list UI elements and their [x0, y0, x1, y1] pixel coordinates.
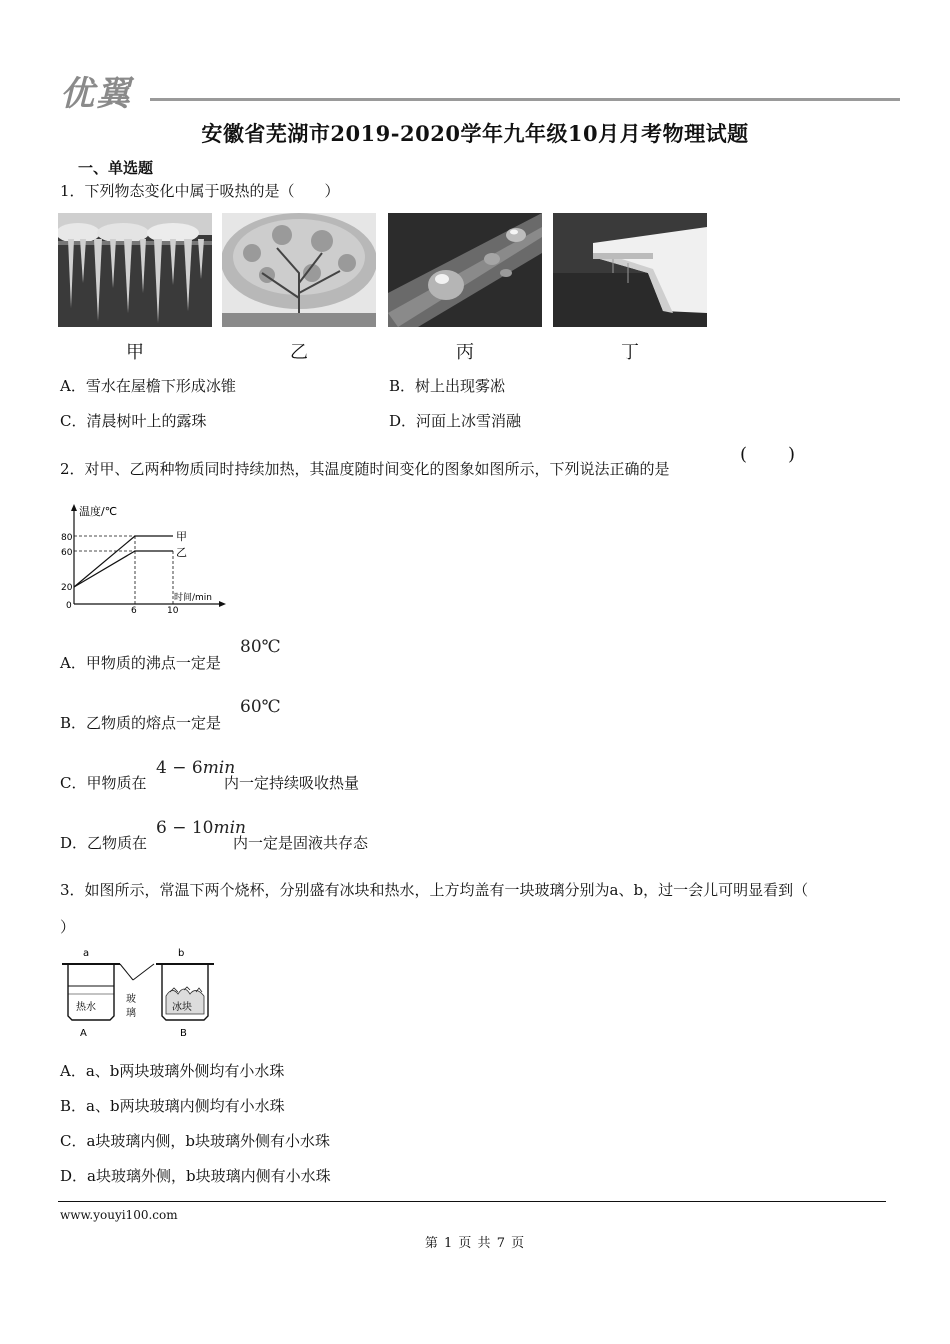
- header-rule: [150, 98, 900, 101]
- q2-option-d-math-num: 6 − 10: [156, 818, 214, 838]
- q2-option-a-math: 80℃: [240, 637, 281, 657]
- q3-option-d[interactable]: D．a块玻璃外侧，b块玻璃内侧有小水珠: [60, 1167, 331, 1185]
- caption-ding: 丁: [621, 342, 639, 363]
- q3-stem-line2: ）: [60, 918, 76, 936]
- series-label-yi: 乙: [176, 546, 187, 559]
- graph-xlabel: 时间/min: [174, 593, 213, 603]
- q2-option-c-text: C．甲物质在: [60, 774, 147, 792]
- q3-option-b[interactable]: B．a、b两块玻璃内侧均有小水珠: [60, 1097, 285, 1115]
- photo-dew-drops: [388, 213, 542, 327]
- glass-a-label: a: [83, 948, 90, 959]
- document-title: 安徽省芜湖市2019-2020学年九年级10月月考物理试题: [201, 121, 749, 146]
- q2-option-d-math-unit: min: [213, 818, 247, 838]
- q1-option-a[interactable]: A．雪水在屋檐下形成冰锥: [60, 377, 236, 395]
- ytick-0: 0: [66, 601, 72, 611]
- q1-option-b[interactable]: B．树上出现雾凇: [389, 377, 506, 395]
- q2-option-c-math-unit: min: [202, 758, 236, 778]
- glass-b-label: b: [178, 948, 185, 959]
- q1-option-d[interactable]: D．河面上冰雪消融: [389, 412, 522, 430]
- hot-water-label: 热水: [76, 1002, 96, 1013]
- q2-paren-open: (: [740, 444, 748, 465]
- page-number: 第 1 页 共 7 页: [424, 1236, 526, 1251]
- xtick-6: 6: [131, 606, 137, 616]
- beakers-figure: [58, 944, 218, 1044]
- ytick-20: 20: [61, 583, 73, 593]
- q2-option-b[interactable]: [60, 714, 221, 732]
- xtick-10: 10: [167, 606, 179, 616]
- footer-url[interactable]: www.youyi100.com: [60, 1208, 178, 1222]
- caption-bing: 丙: [456, 342, 474, 363]
- q2-option-c-tail: 内一定持续吸收热量: [224, 774, 360, 792]
- photo-icicles: [58, 213, 212, 327]
- q2-option-d[interactable]: [60, 834, 147, 852]
- caption-yi: 乙: [290, 342, 308, 363]
- ytick-60: 60: [61, 548, 73, 558]
- footer-rule: [58, 1201, 886, 1202]
- photo-melting-ice: [553, 213, 707, 327]
- ytick-80: 80: [61, 533, 73, 543]
- youyi-logo: 优翼: [60, 74, 132, 114]
- beaker-b-label: B: [180, 1028, 187, 1039]
- q2-option-a-text: A．甲物质的沸点一定是: [60, 654, 221, 672]
- q2-option-a[interactable]: [60, 654, 221, 672]
- caption-jia: 甲: [126, 342, 144, 363]
- q1-stem: 1．下列物态变化中属于吸热的是（ ）: [60, 182, 340, 200]
- section-heading: 一、单选题: [78, 159, 154, 177]
- photo-rime-tree: [222, 213, 376, 327]
- graph-ylabel: 温度/℃: [79, 505, 118, 518]
- q2-paren-close: ): [788, 444, 796, 465]
- q3-option-a[interactable]: A．a、b两块玻璃外侧均有小水珠: [60, 1062, 285, 1080]
- q1-option-c[interactable]: C．清晨树叶上的露珠: [60, 412, 207, 430]
- q2-option-d-tail: 内一定是固液共存态: [233, 834, 369, 852]
- glass-label-1: 玻: [126, 994, 136, 1005]
- q2-option-d-text: D．乙物质在: [60, 834, 148, 852]
- q2-option-c[interactable]: [60, 774, 146, 792]
- q3-option-c[interactable]: C．a块玻璃内侧，b块玻璃外侧有小水珠: [60, 1132, 331, 1150]
- beaker-a-label: A: [80, 1028, 87, 1039]
- ice-label: 冰块: [172, 1002, 192, 1013]
- temperature-time-graph: [58, 500, 228, 622]
- series-label-jia: 甲: [176, 530, 187, 543]
- q2-option-b-math: 60℃: [240, 697, 281, 717]
- q3-stem-line1: 3．如图所示，常温下两个烧杯，分别盛有冰块和热水，上方均盖有一块玻璃分别为a、b，过一会儿可明显看到（: [60, 881, 809, 899]
- q2-option-c-math-num: 4 − 6: [156, 758, 203, 778]
- q2-option-b-text: B．乙物质的熔点一定是: [60, 714, 222, 732]
- q2-stem: 2．对甲、乙两种物质同时持续加热，其温度随时间变化的图象如图所示，下列说法正确的是: [60, 460, 670, 478]
- glass-label-2: 璃: [126, 1008, 136, 1019]
